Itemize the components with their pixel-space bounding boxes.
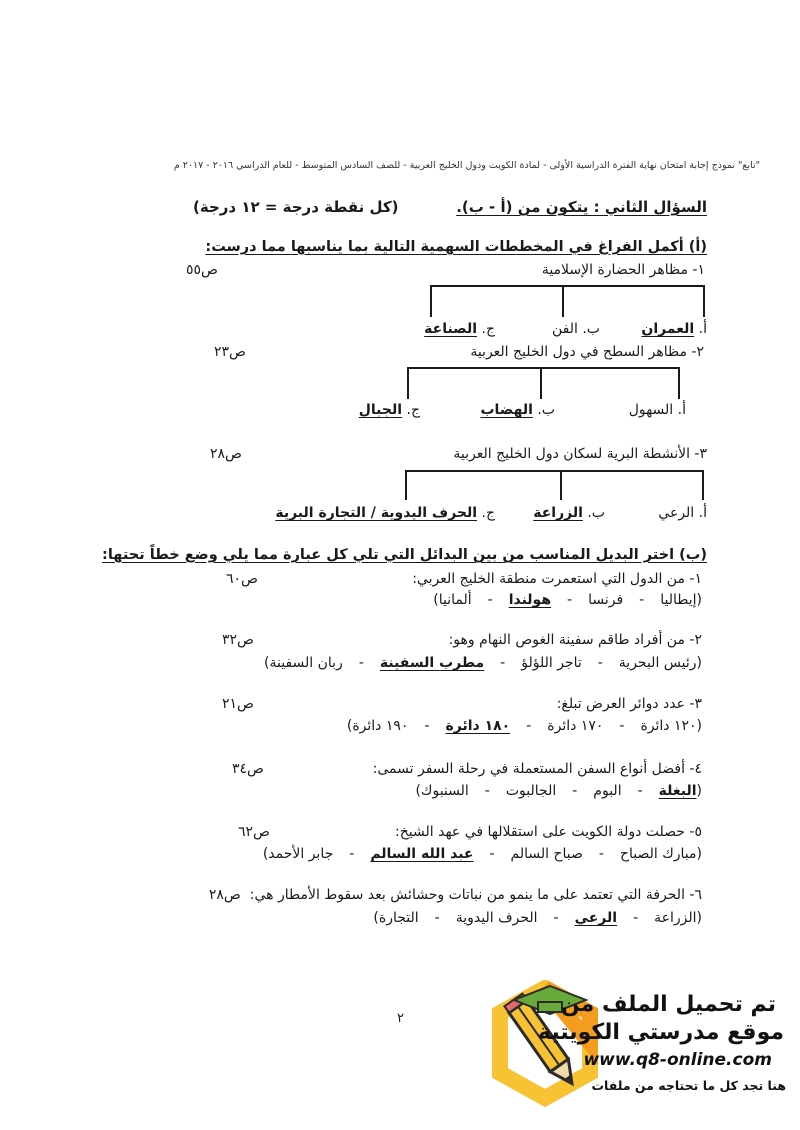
mcq-option: التجارة xyxy=(378,910,419,926)
diagram-2-branch-c: ج. الجبال xyxy=(358,402,420,418)
diagram-2-branch xyxy=(540,367,542,399)
diagram-3-branch-b: ب. الزراعة xyxy=(533,505,605,521)
mcq-1-page: ص٦٠ xyxy=(226,571,258,587)
mcq-answer: هولندا xyxy=(508,592,552,608)
question-title: السؤال الثاني : يتكون من (أ - ب). xyxy=(456,198,707,216)
diagram-1-title: ١- مظاهر الحضارة الإسلامية xyxy=(541,262,705,278)
page-number: ٢ xyxy=(397,1011,404,1026)
diagram-1-page: ص٥٥ xyxy=(186,262,218,278)
question-grade: (كل نقطة درجة = ١٢ درجة) xyxy=(193,198,399,216)
mcq-option: تاجر اللؤلؤ xyxy=(521,655,582,671)
diagram-3-branch xyxy=(702,470,704,500)
diagram-1-branch xyxy=(703,285,705,317)
diagram-2-title: ٢- مظاهر السطح في دول الخليج العربية xyxy=(470,344,704,360)
diagram-3-page: ص٢٨ xyxy=(210,446,242,462)
mcq-3-stem: ٣- عدد دوائر العرض تبلغ: xyxy=(556,696,702,712)
mcq-answer: البغلة xyxy=(658,783,697,799)
diagram-1-branch xyxy=(430,285,432,317)
site-logo[interactable] xyxy=(490,980,790,1110)
mcq-option: الحرف اليدوية xyxy=(455,910,538,926)
mcq-option: جابر الأحمد xyxy=(268,846,334,862)
mcq-option: ١٧٠ دائرة xyxy=(547,718,604,734)
mcq-2-options: (رئيس البحرية-تاجر اللؤلؤ-مطرب السفينة-ربان السفينة) xyxy=(264,655,702,671)
mcq-6-page: ص٢٨ xyxy=(208,887,241,903)
mcq-option: فرنسا xyxy=(588,592,624,608)
diagram-1-branch xyxy=(562,285,564,317)
diagram-3-title: ٣- الأنشطة البرية لسكان دول الخليج العربية xyxy=(453,446,707,462)
mcq-3-page: ص٢١ xyxy=(222,696,254,712)
mcq-answer: ١٨٠ دائرة xyxy=(445,718,511,734)
diagram-2-bracket xyxy=(407,367,679,369)
section-b-instruction: (ب) اختر البديل المناسب من بين البدائل التي تلي كل عبارة مما يلي وضع خطاً تحتها: xyxy=(102,547,707,563)
logo-tagline: هنا تجد كل ما تحتاجه من ملفات xyxy=(591,1078,786,1093)
mcq-5-page: ص٦٢ xyxy=(238,824,270,840)
diagram-2-branch-a: أ. السهول xyxy=(628,402,686,418)
diagram-3-branch xyxy=(560,470,562,500)
section-a-instruction: (أ) أكمل الفراغ في المخططات السهمية التالية بما يناسبها مما درست: xyxy=(205,239,707,255)
diagram-3-branch-c: ج. الحرف اليدوية / التجارة البرية xyxy=(275,505,495,521)
mcq-5-options: (مبارك الصباح-صباح السالم-عبد الله السالم-جابر الأحمد) xyxy=(262,846,702,862)
exam-header: "تابع" نموذج إجابة امتحان نهاية الفترة الدراسية الأولى - لمادة الكويت ودول الخليج العربية - للصف السادس المتوسط - للعام الدراسي ٢٠١٦ - ٢٠١٧ م xyxy=(173,160,760,171)
diagram-2-branch xyxy=(678,367,680,399)
mcq-option: ألمانيا xyxy=(438,592,472,608)
diagram-2-branch-b: ب. الهضاب xyxy=(480,402,555,418)
mcq-4-options: (البغلة-البوم-الجالبوت-السنبوك) xyxy=(415,783,702,799)
logo-line-1: تم تحميل الملف من xyxy=(560,992,776,1017)
diagram-2-branch xyxy=(407,367,409,399)
mcq-1-stem: ١- من الدول التي استعمرت منطقة الخليج العربي: xyxy=(412,571,702,587)
logo-line-2: موقع مدرستي الكويتية xyxy=(538,1020,784,1045)
mcq-answer: مطرب السفينة xyxy=(379,655,485,671)
diagram-1-branch-a: أ. العمران xyxy=(641,321,707,337)
diagram-3-branch-a: أ. الرعي xyxy=(658,505,707,521)
mcq-option: السنبوك xyxy=(420,783,469,799)
mcq-6-stem: ٦- الحرفة التي تعتمد على ما ينمو من نباتات وحشائش بعد سقوط الأمطار هي: ص٢٨ xyxy=(208,887,702,903)
mcq-option: رئيس البحرية xyxy=(618,655,697,671)
mcq-option: ربان السفينة xyxy=(269,655,343,671)
mcq-option: صباح السالم xyxy=(510,846,583,862)
mcq-option: ١٢٠ دائرة xyxy=(640,718,697,734)
mcq-1-options: (إيطاليا-فرنسا-هولندا-ألمانيا) xyxy=(433,592,702,608)
mcq-option: البوم xyxy=(593,783,622,799)
diagram-1-bracket xyxy=(430,285,704,287)
mcq-option: الجالبوت xyxy=(505,783,557,799)
mcq-option: الزراعة xyxy=(654,910,697,926)
mcq-5-stem: ٥- حصلت دولة الكويت على استقلالها في عهد الشيخ: xyxy=(395,824,702,840)
mcq-4-page: ص٣٤ xyxy=(232,761,264,777)
mcq-option: إيطاليا xyxy=(660,592,697,608)
mcq-answer: الرعي xyxy=(574,910,618,926)
mcq-4-stem: ٤- أفضل أنواع السفن المستعملة في رحلة السفر تسمى: xyxy=(372,761,702,777)
mcq-option: ١٩٠ دائرة xyxy=(352,718,409,734)
diagram-2-page: ص٢٣ xyxy=(214,344,246,360)
mcq-3-options: (١٢٠ دائرة-١٧٠ دائرة-١٨٠ دائرة-١٩٠ دائرة) xyxy=(346,718,702,734)
diagram-3-branch xyxy=(405,470,407,500)
diagram-1-branch-c: ج. الصناعة xyxy=(424,321,495,337)
mcq-6-options: (الزراعة-الرعي-الحرف اليدوية-التجارة) xyxy=(373,910,702,926)
mcq-option: مبارك الصباح xyxy=(619,846,697,862)
mcq-2-stem: ٢- من أفراد طاقم سفينة الغوص النهام وهو: xyxy=(448,632,702,648)
mcq-2-page: ص٣٢ xyxy=(222,632,254,648)
diagram-1-branch-b: ب. الفن xyxy=(552,321,600,337)
diagram-3-bracket xyxy=(405,470,703,472)
mcq-answer: عبد الله السالم xyxy=(370,846,474,862)
logo-url[interactable]: www.q8-online.com xyxy=(583,1050,772,1070)
